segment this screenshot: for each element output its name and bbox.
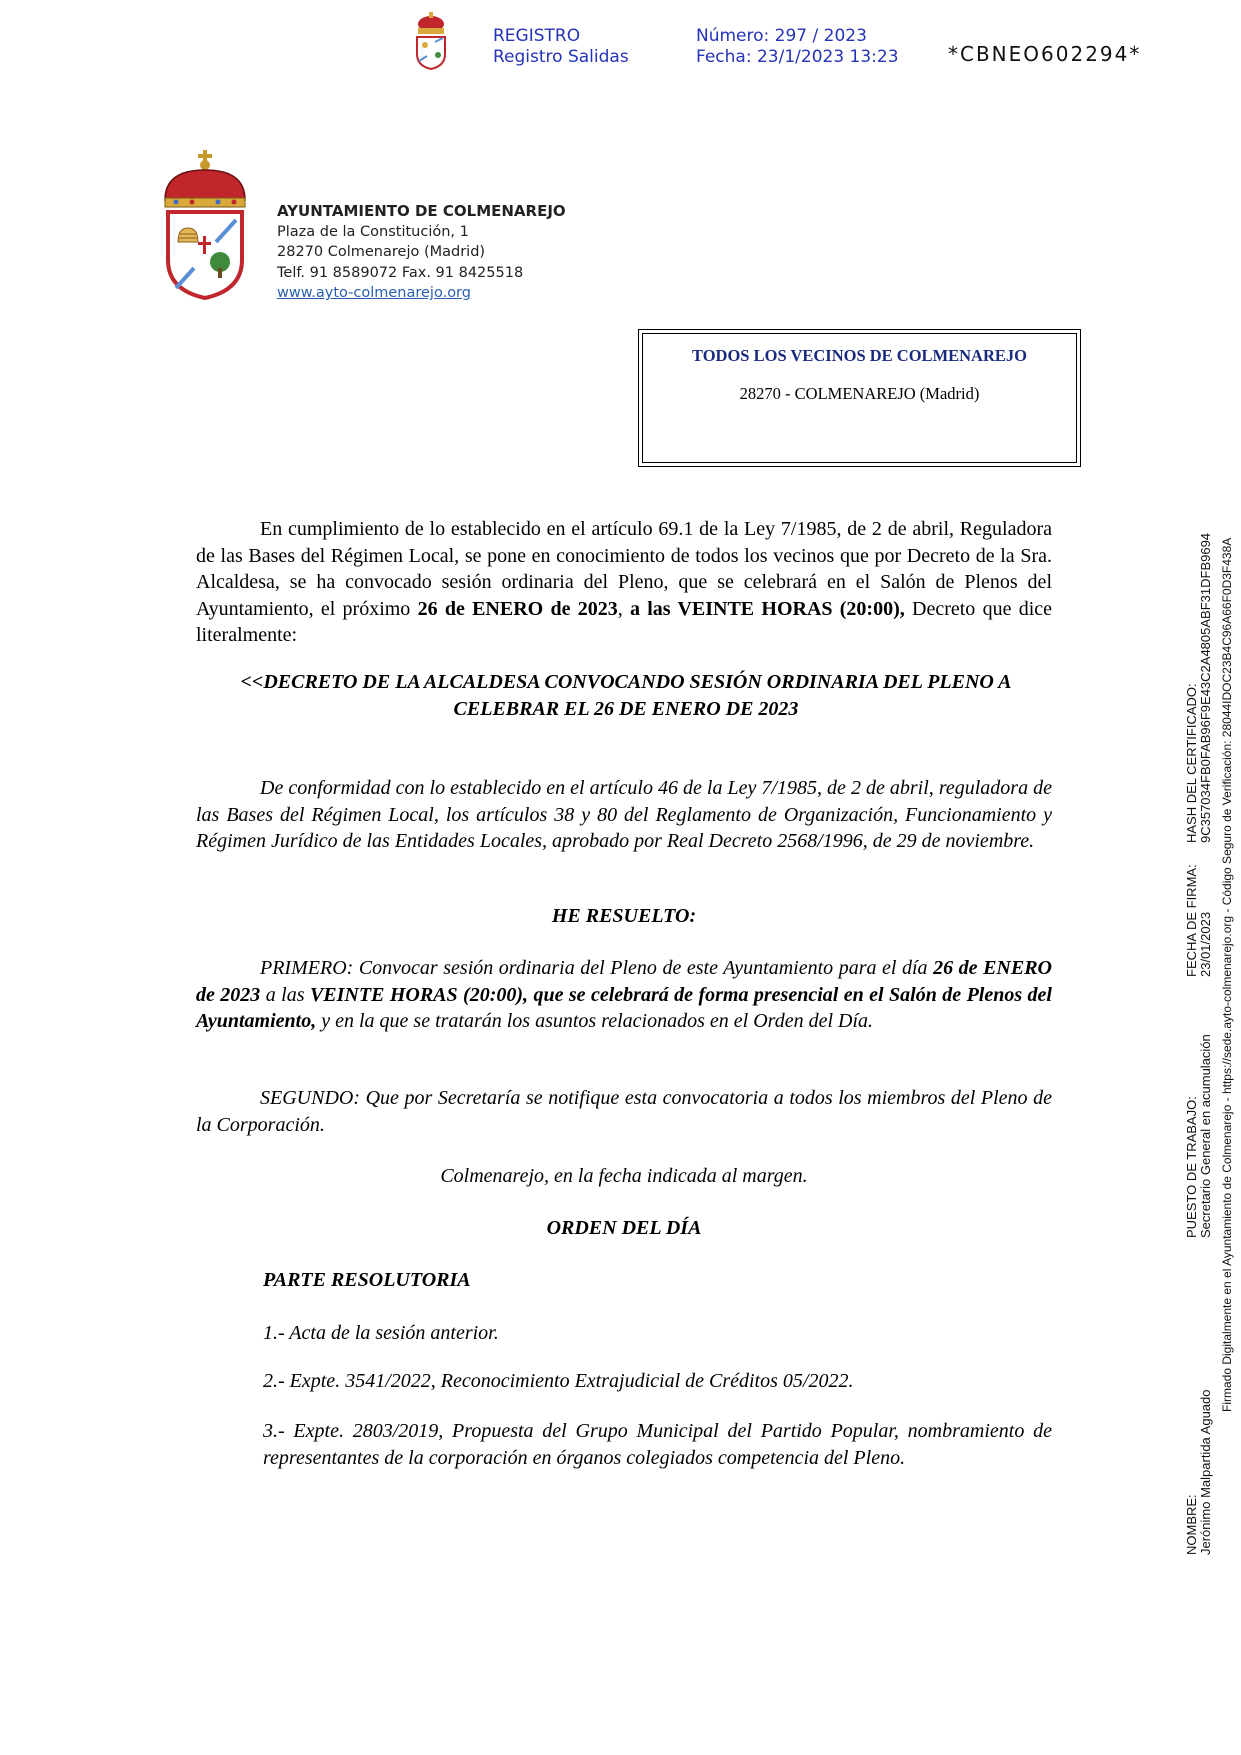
signer-name-label: NOMBRE: bbox=[1184, 1494, 1199, 1555]
intro-text-3: Decreto que dice literalmente: bbox=[196, 597, 1053, 646]
recipient-box bbox=[638, 329, 1081, 467]
intro-date: 26 de ENERO de 2023 bbox=[417, 597, 618, 620]
recipient-box-inner bbox=[642, 333, 1077, 463]
registry-number: Número: 297 / 2023 bbox=[696, 26, 867, 46]
certificate-hash: 9C357034FB0FAB96F9E43C2A4805ABF31DFB9694 bbox=[1198, 532, 1213, 843]
coat-of-arms-icon bbox=[160, 150, 250, 300]
registry-label: REGISTRO bbox=[493, 26, 581, 46]
address-line-1: Plaza de la Constitución, 1 bbox=[277, 223, 469, 240]
first-text-3: y en la que se tratarán los asuntos relacionados en el Orden del Día. bbox=[316, 1010, 874, 1032]
sign-date: 23/01/2023 bbox=[1198, 911, 1213, 977]
registry-date: Fecha: 23/1/2023 13:23 bbox=[696, 47, 899, 67]
resolved-heading: HE RESUELTO: bbox=[551, 905, 697, 927]
signer-job-block bbox=[1185, 1034, 1213, 1238]
recipient-city: 28270 - COLMENAREJO (Madrid) bbox=[739, 384, 980, 403]
recipient-name: TODOS LOS VECINOS DE COLMENAREJO bbox=[692, 346, 1027, 365]
agenda-item: 1.- Acta de la sesión anterior. bbox=[263, 1322, 499, 1344]
phone-fax: Telf. 91 8589072 Fax. 91 8425518 bbox=[277, 264, 524, 281]
first-time-place: VEINTE HORAS (20:00), que se celebrará de forma presencial en el Salón de Plenos del Ayuntamiento, bbox=[196, 983, 1052, 1032]
letterhead bbox=[277, 201, 566, 304]
address-line-2: 28270 Colmenarejo (Madrid) bbox=[277, 244, 486, 260]
decree-title: <<DECRETO DE LA ALCALDESA CONVOCANDO SESIÓN ORDINARIA DEL PLENO A CELEBRAR EL 26 DE ENERO DE 2023 bbox=[240, 671, 1012, 720]
first-text-1: PRIMERO: Convocar sesión ordinaria del Pleno de este Ayuntamiento para el día bbox=[260, 957, 934, 979]
coat-of-arms-small-icon bbox=[413, 12, 449, 70]
registry-label-block bbox=[493, 26, 629, 68]
intro-time: a las VEINTE HORAS (20:00), bbox=[629, 597, 905, 620]
sign-date-label: FECHA DE FIRMA: bbox=[1184, 864, 1199, 977]
place-date: Colmenarejo, en la fecha indicada al margen. bbox=[440, 1165, 808, 1187]
first-resolution bbox=[196, 955, 1052, 1035]
sign-date-block bbox=[1185, 864, 1213, 977]
organization-name: AYUNTAMIENTO DE COLMENAREJO bbox=[277, 202, 566, 220]
registry-code: *CBNEO602294* bbox=[948, 42, 1142, 66]
certificate-hash-label: HASH DEL CERTIFICADO: bbox=[1184, 683, 1199, 843]
website-link[interactable]: www.ayto-colmenarejo.org bbox=[277, 285, 471, 301]
signer-job-label: PUESTO DE TRABAJO: bbox=[1184, 1096, 1199, 1238]
intro-paragraph bbox=[196, 516, 1052, 649]
agenda-item: 3.- Expte. 2803/2019, Propuesta del Grupo Municipal del Partido Popular, nombramiento de representantes de la corporación en órganos colegiados competencia del Pleno. bbox=[263, 1420, 1052, 1469]
signer-name-block bbox=[1185, 1390, 1213, 1556]
verification-line: Firmado Digitalmente en el Ayuntamiento de Colmenarejo - https://sede.ayto-colmenarejo.org - Código Seguro de Verificación: 28044IDOC23B4C96A66F0D3F438A bbox=[1220, 537, 1234, 1412]
agenda-item: 2.- Expte. 3541/2022, Reconocimiento Extrajudicial de Créditos 05/2022. bbox=[263, 1370, 854, 1392]
agenda-section: PARTE RESOLUTORIA bbox=[263, 1269, 471, 1291]
registry-info-block bbox=[696, 26, 899, 68]
intro-text-1: En cumplimiento de lo establecido en el artículo 69.1 de la Ley 7/1985, de 2 de abril, Reguladora de las Bases del Régimen Local, se pone en conocimiento de todos los vecinos que por Decreto de la Sra. Alcaldesa, se ha convocado sesión ordinaria del Pleno, que se celebrará en el Salón de Plenos del Ayuntamiento, el próximo bbox=[196, 518, 1052, 620]
signer-name: Jerónimo Malpartida Aguado bbox=[1198, 1389, 1213, 1555]
signer-job: Secretario General en acumulación bbox=[1198, 1034, 1213, 1238]
second-resolution: SEGUNDO: Que por Secretaría se notifique esta convocatoria a todos los miembros del Pleno de la Corporación. bbox=[196, 1087, 1052, 1136]
intro-text-2: , bbox=[617, 597, 630, 620]
certificate-hash-block bbox=[1185, 533, 1213, 843]
first-text-2: a las bbox=[260, 983, 310, 1006]
legal-basis-paragraph: De conformidad con lo establecido en el artículo 46 de la Ley 7/1985, de 2 de abril, reguladora de las Bases del Régimen Local, los artículos 38 y 80 del Reglamento de Organización, Funcionamiento y Régimen Jurídico de las Entidades Locales, aprobado por Real Decreto 2568/1996, de 29 de noviembre. bbox=[196, 777, 1052, 852]
first-date: 26 de ENERO de 2023 bbox=[196, 957, 1052, 1006]
registry-type: Registro Salidas bbox=[493, 47, 629, 67]
agenda-title: ORDEN DEL DÍA bbox=[546, 1217, 702, 1239]
